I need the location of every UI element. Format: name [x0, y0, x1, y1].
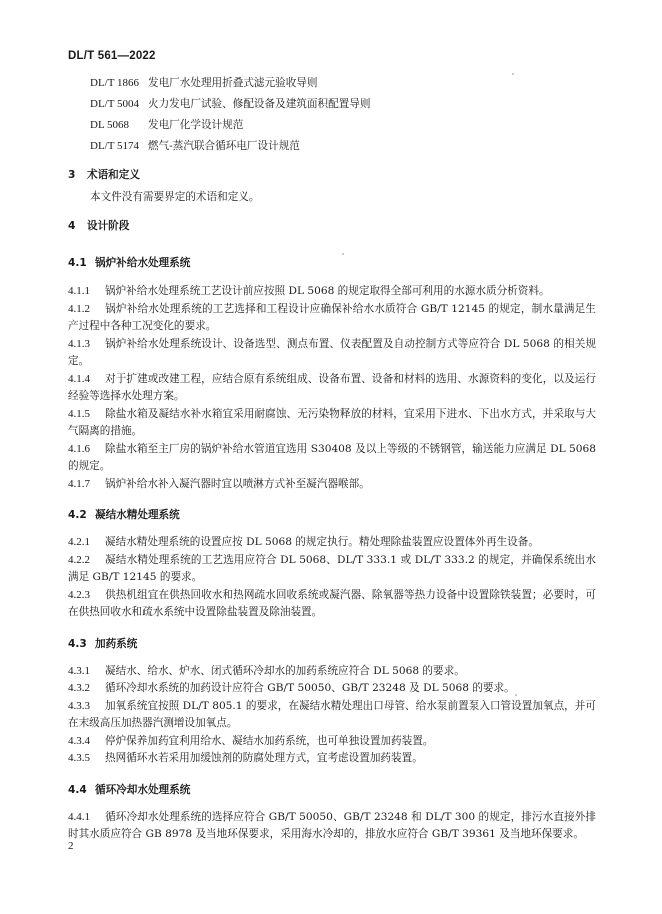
scan-speck: [342, 253, 344, 255]
clause: 4.1.3 锅炉补给水处理系统设计、设备选型、测点布置、仪表配置及自动控制方式等应符合 DL 5068 的相关规定。: [68, 337, 596, 367]
reference-item: [90, 139, 596, 153]
document-body: [68, 76, 596, 844]
clause: 4.1.7 锅炉补给水补入凝汽器时宜以喷淋方式补至凝汽器喉部。: [68, 477, 370, 490]
section-heading: 3 术语和定义: [68, 169, 140, 181]
clause: 4.1.4 对于扩建或改建工程，应结合原有系统组成、设备布置、设备和材料的选用、水源资料的变化，以及运行经验等选择水处理方案。: [68, 372, 596, 402]
clause: 4.3.2 循环冷却水系统的加药设计应符合 GB/T 50050、GB/T 23248 及 DL 5068 的要求。: [68, 682, 515, 694]
subsection-heading: 4.4 循环冷却水处理系统: [68, 783, 191, 796]
section-heading: 4 设计阶段: [68, 220, 130, 232]
clause: 4.1.2 锅炉补给水处理系统的工艺选择和工程设计应确保补给水水质符合 GB/T 12145 的规定，制水量满足生产过程中各种工况变化的要求。: [68, 302, 596, 332]
clause: 4.2.1 凝结水精处理系统的设置应按 DL 5068 的规定执行。精处理除盐装置应设置体外再生设备。: [68, 536, 539, 548]
clause: 4.3.5 热网循环水若采用加缓蚀剂的防腐处理方式，宜考虑设置加药装置。: [68, 752, 423, 764]
clause: 4.1.5 除盐水箱及凝结水补水箱宜采用耐腐蚀、无污染物释放的材料，宜采用下进水、下出水方式，并采取与大气隔离的措施。: [68, 407, 596, 437]
reference-code: DL 5068: [90, 119, 130, 131]
clause: 4.3.4 停炉保养加药宜利用给水、凝结水加药系统，也可单独设置加药装置。: [68, 734, 434, 747]
reference-item: [90, 118, 596, 132]
clause: 4.1.1 锅炉补给水处理系统工艺设计前应按照 DL 5068 的规定取得全部可利用的水源水质分析资料。: [68, 285, 550, 297]
clause: 4.2.2 凝结水精处理系统的工艺选用应符合 DL 5068、DL/T 333.1 或 DL/T 333.2 的规定，并确保系统出水满足 GB/T 12145 的要求。: [68, 553, 596, 583]
subsection-heading: 4.2 凝结水精处理系统: [68, 509, 180, 521]
scan-speck: [512, 73, 514, 75]
reference-title: 发电厂化学设计规范: [148, 119, 244, 131]
clause-list: [68, 809, 596, 844]
clause: 4.4.1 循环冷却水处理系统的选择应符合 GB/T 50050、GB/T 23248 和 DL/T 300 的规定，排污水直接外排时其水质应符合 GB 8978 及当地环保要求，采用海水冷却的，排放水应符合 GB/T 39361 及当地环保要求。: [68, 810, 596, 840]
reference-title: 燃气-蒸汽联合循环电厂设计规范: [148, 140, 300, 152]
clause-list: [68, 283, 596, 493]
clause: 4.3.3 加氧系统宜按照 DL/T 805.1 的要求，在凝结水精处理出口母管、给水泵前置泵入口管设置加氧点，并可在末级高压加热器汽测增设加氧点。: [68, 699, 596, 729]
reference-code: DL/T 5174: [90, 140, 139, 152]
reference-code: DL/T 1866: [90, 77, 139, 89]
page-number: 2: [68, 840, 74, 852]
clause: 4.3.1 凝结水、给水、炉水、闭式循环冷却水的加药系统应符合 DL 5068 的要求。: [68, 664, 465, 677]
reference-item: [90, 97, 596, 111]
reference-title: 火力发电厂试验、修配设备及建筑面积配置导则: [148, 98, 371, 110]
section-text: 本文件没有需要界定的术语和定义。: [90, 191, 260, 203]
reference-list: [68, 76, 596, 153]
document-header: DL/T 561—2022: [68, 50, 156, 62]
reference-title: 发电厂水处理用折叠式滤元验收导则: [148, 77, 318, 89]
clause-list: [68, 663, 596, 768]
reference-code: DL/T 5004: [90, 98, 139, 110]
reference-item: [90, 76, 596, 90]
subsection-heading: 4.1 锅炉补给水处理系统: [68, 257, 191, 269]
clause-list: [68, 534, 596, 622]
clause: 4.2.3 供热机组宜在供热回收水和热网疏水回收系统或凝汽器、除氧器等热力设备中设置除铁装置；必要时，可在供热回收水和疏水系统中设置除盐装置及除油装置。: [68, 588, 596, 618]
subsection-heading: 4.3 加药系统: [68, 637, 138, 650]
scan-speck: [515, 694, 517, 696]
clause: 4.1.6 除盐水箱至主厂房的锅炉补给水管道宜选用 S30408 及以上等级的不锈钢管，输送能力应满足 DL 5068 的规定。: [68, 442, 596, 472]
